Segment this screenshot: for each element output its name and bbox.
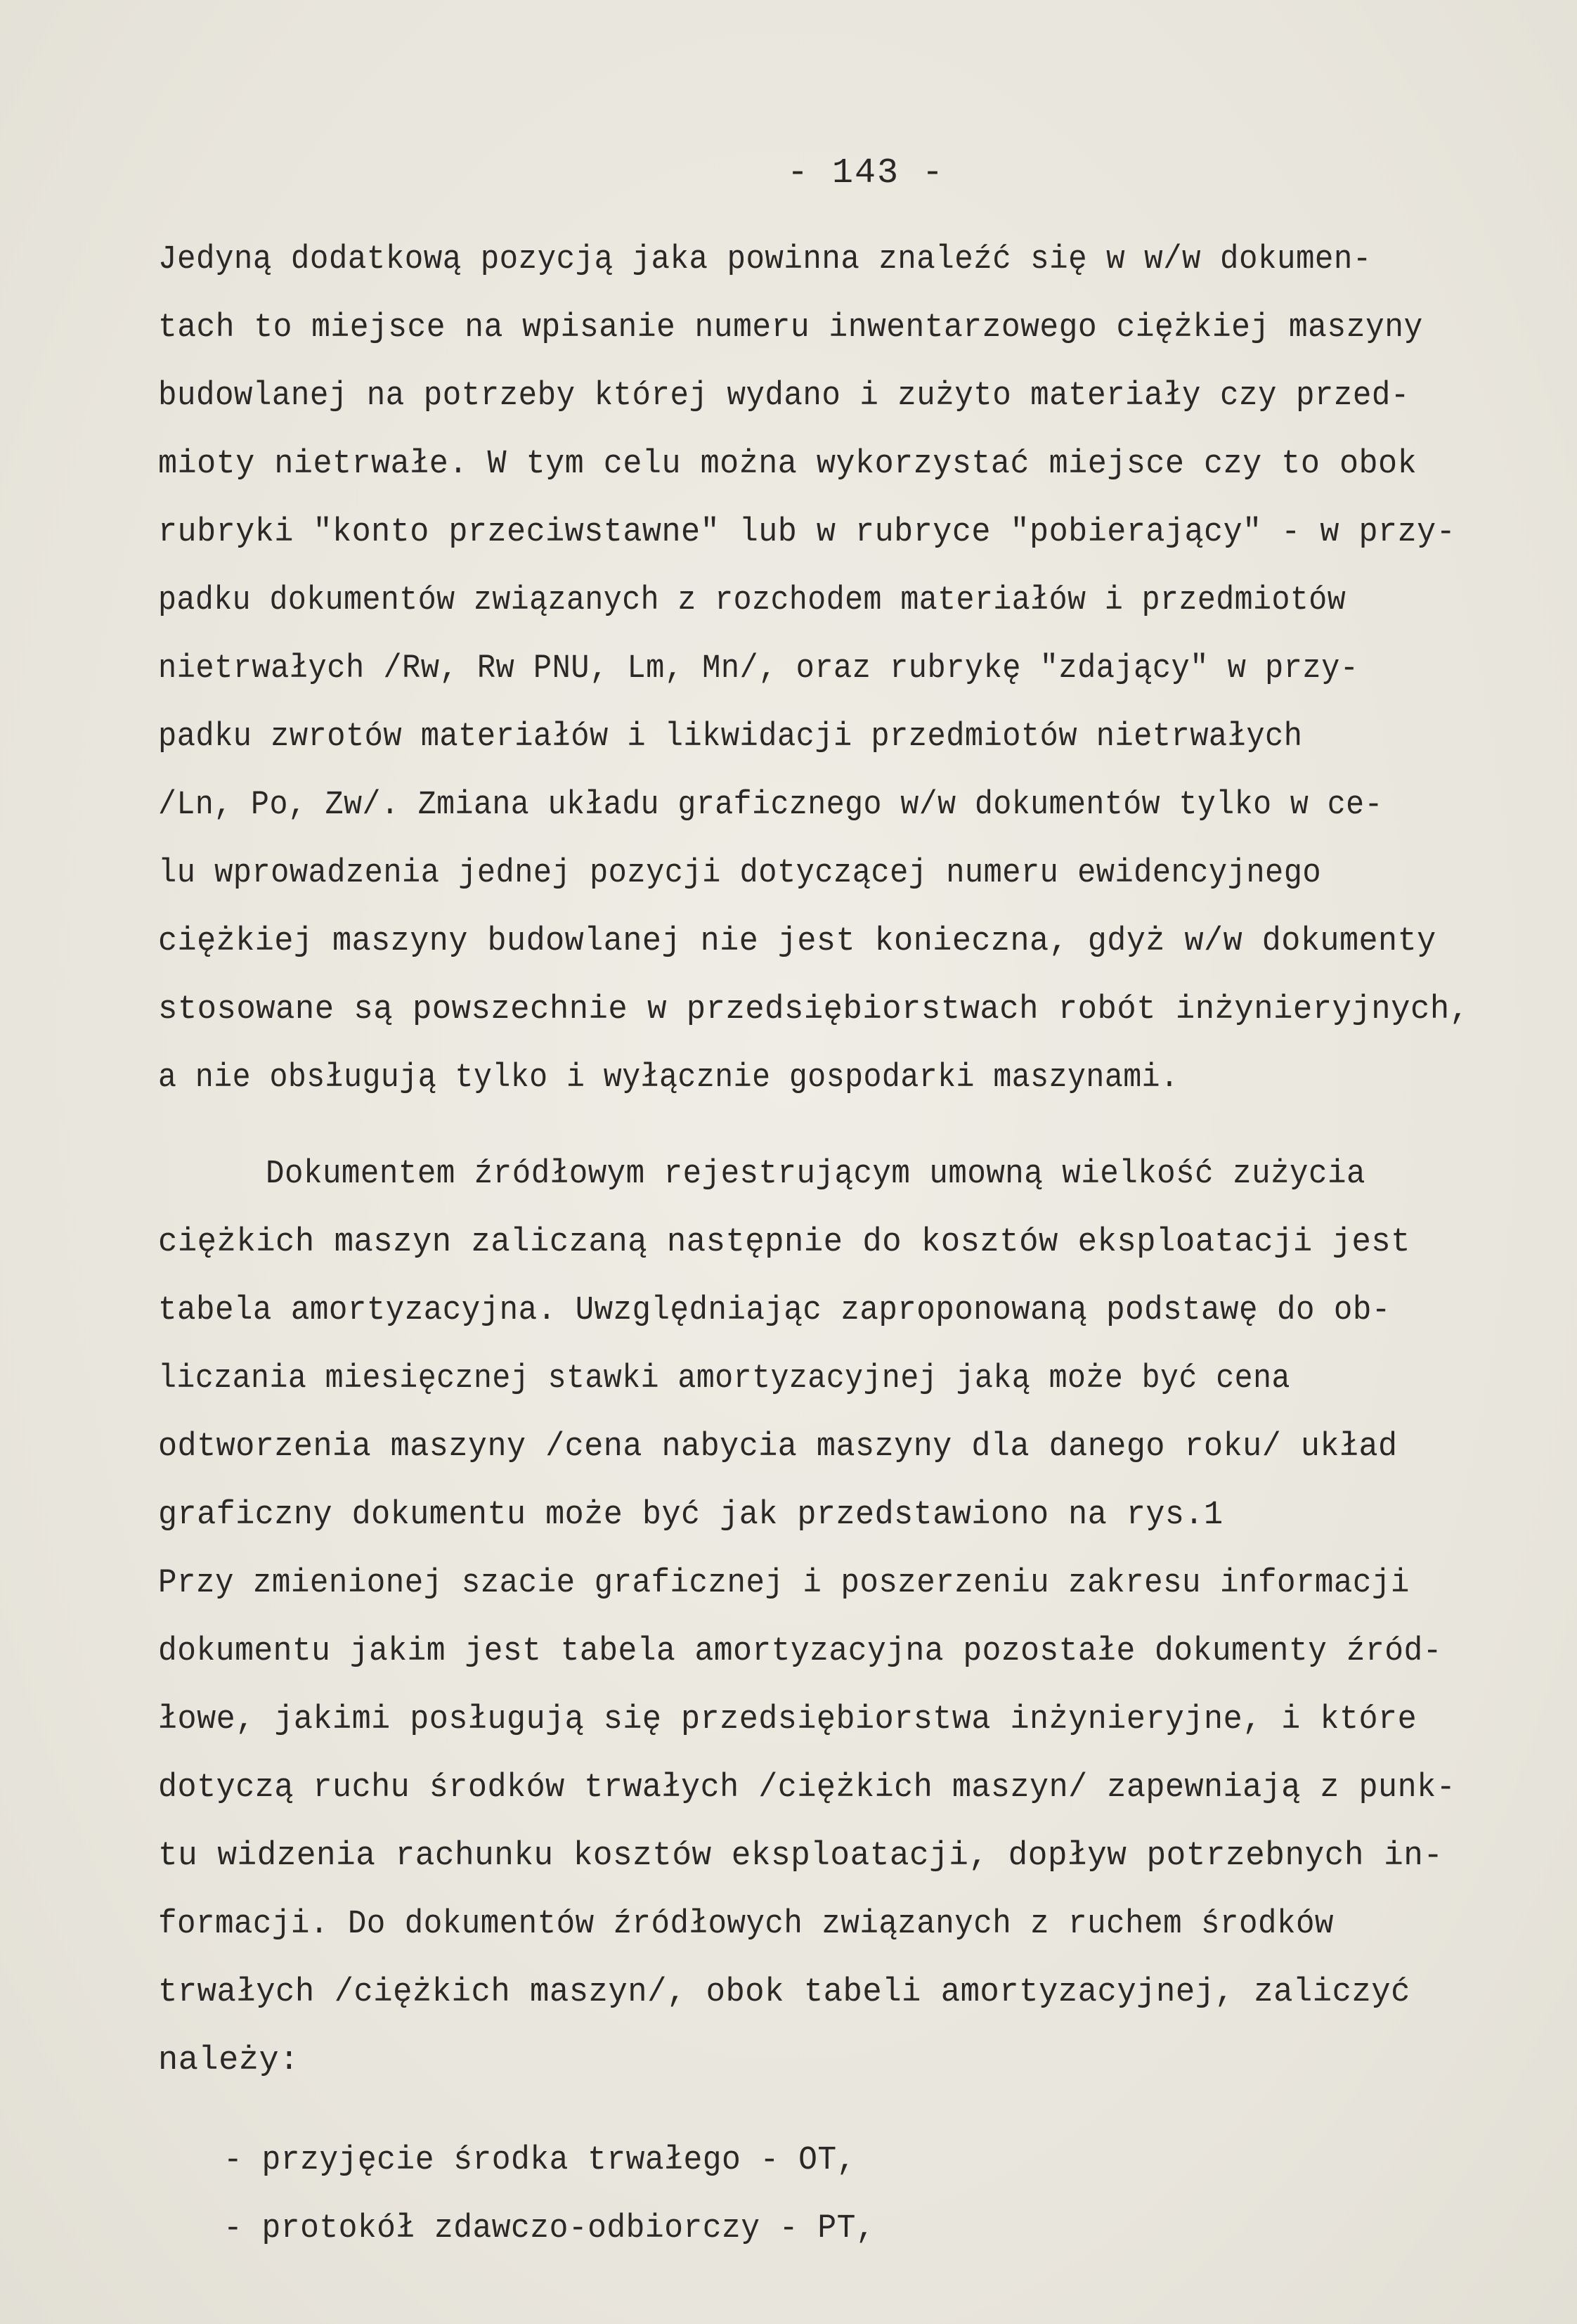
text-line: /Ln, Po, Zw/. Zmiana układu graficznego w/w dokumentów tylko w ce- — [158, 787, 1383, 824]
text-line: rubryki "konto przeciwstawne" lub w rubryce "pobierający" - w przy- — [158, 514, 1456, 551]
text-line: trwałych /ciężkich maszyn/, obok tabeli amortyzacyjnej, zaliczyć — [158, 1974, 1410, 2011]
text-line: ciężkich maszyn zaliczaną następnie do kosztów eksploatacji jest — [158, 1224, 1410, 1261]
text-line: liczania miesięcznej stawki amortyzacyjnej jaką może być cena — [158, 1360, 1290, 1397]
text-line: nietrwałych /Rw, Rw PNU, Lm, Mn/, oraz rubrykę "zdający" w przy- — [158, 650, 1359, 687]
text-line: padku zwrotów materiałów i likwidacji przedmiotów nietrwałych — [158, 718, 1303, 756]
list-item-ot: - przyjęcie środka trwałego - OT, — [223, 2142, 856, 2179]
text-line: Jedyną dodatkową pozycją jaka powinna znaleźć się w w/w dokumen- — [158, 241, 1372, 278]
text-line: padku dokumentów związanych z rozchodem materiałów i przedmiotów — [158, 582, 1346, 619]
text-line: stosowane są powszechnie w przedsiębiorstwach robót inżynieryjnych, — [158, 991, 1469, 1028]
text-line: tabela amortyzacyjna. Uwzględniając zaproponowaną podstawę do ob- — [158, 1292, 1391, 1329]
text-line: tu widzenia rachunku kosztów eksploatacji, dopływ potrzebnych in- — [158, 1838, 1443, 1875]
text-line: łowe, jakimi posługują się przedsiębiorstwa inżynieryjne, i które — [158, 1701, 1417, 1738]
text-line: mioty nietrwałe. W tym celu można wykorzystać miejsce czy to obok — [158, 446, 1417, 483]
text-line: odtworzenia maszyny /cena nabycia maszyny dla danego roku/ układ — [158, 1428, 1398, 1466]
list-item-pt: - protokół zdawczo-odbiorczy - PT, — [223, 2210, 876, 2247]
text-line: formacji. Do dokumentów źródłowych związanych z ruchem środków — [158, 1906, 1334, 1943]
paragraph-start-line: Przy zmienionej szacie graficznej i poszerzeniu zakresu informacji — [158, 1565, 1410, 1602]
text-line: ciężkiej maszyny budowlanej nie jest konieczna, gdyż w/w dokumenty — [158, 923, 1436, 960]
text-line: tach to miejsce na wpisanie numeru inwentarzowego ciężkiej maszyny — [158, 309, 1423, 347]
text-line: dotyczą ruchu środków trwałych /ciężkich maszyn/ zapewniają z punk- — [158, 1769, 1456, 1807]
text-line: graficzny dokumentu może być jak przedstawiono na rys.1 — [158, 1497, 1224, 1534]
text-line: a nie obsługują tylko i wyłącznie gospodarki maszynami. — [158, 1059, 1179, 1097]
text-line: dokumentu jakim jest tabela amortyzacyjna pozostałe dokumenty źród- — [158, 1633, 1443, 1670]
text-line: lu wprowadzenia jednej pozycji dotyczącej numeru ewidencyjnego — [158, 855, 1322, 892]
text-line: należy: — [158, 2042, 299, 2079]
text-line: budowlanej na potrzeby której wydano i zużyto materiały czy przed- — [158, 377, 1410, 415]
page-number: - 143 - — [787, 153, 945, 193]
paragraph-start-line: Dokumentem źródłowym rejestrującym umowną wielkość zużycia — [266, 1156, 1365, 1193]
